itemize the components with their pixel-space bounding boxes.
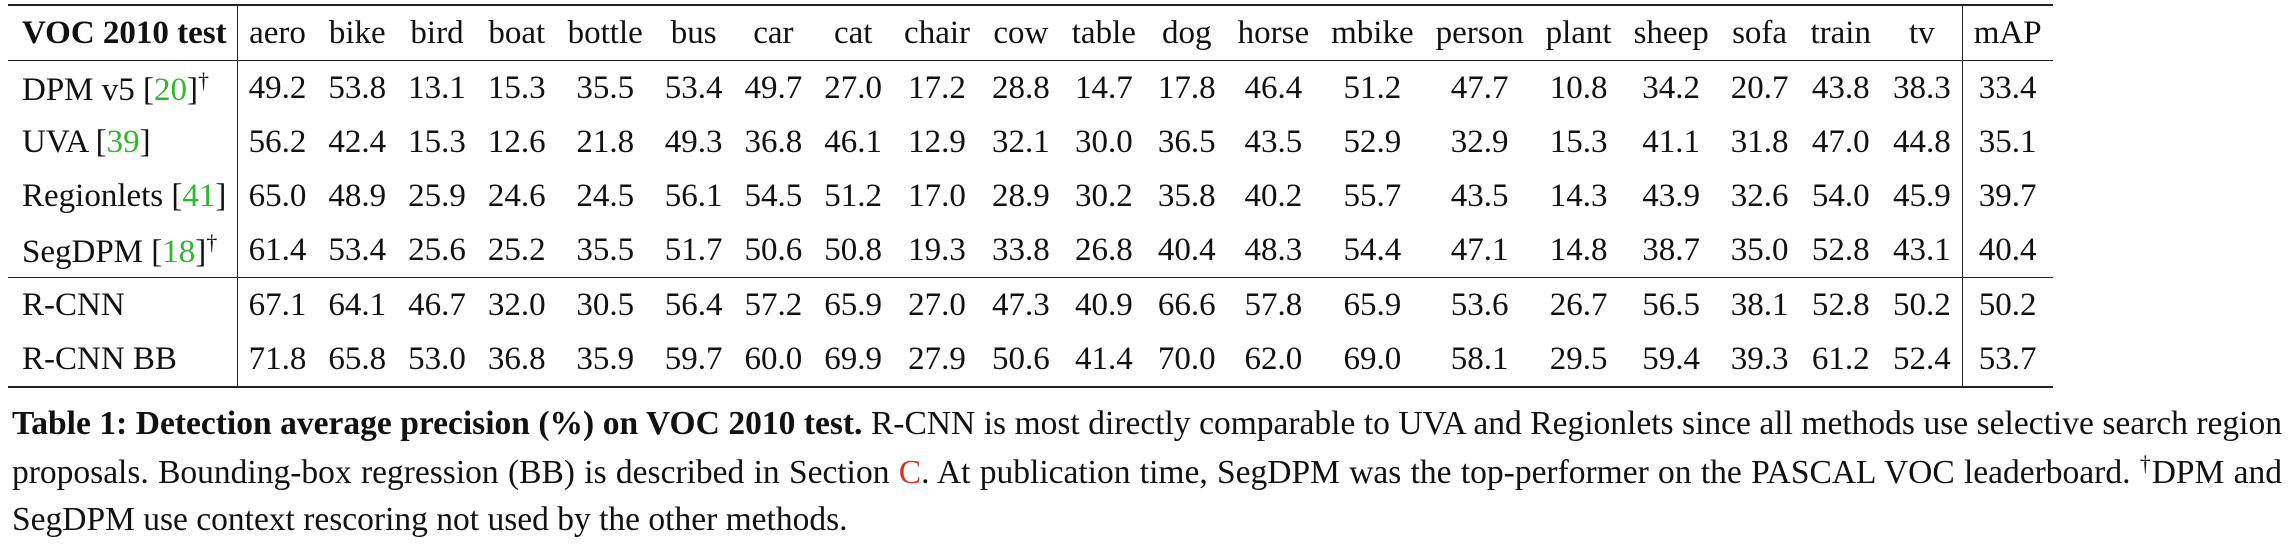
column-header-cat: cat [833, 14, 873, 51]
ap-cell-car: 36.8 [744, 123, 803, 160]
column-header-sheep: sheep [1633, 14, 1709, 51]
table-row [8, 332, 2053, 387]
column-header-aero: aero [249, 14, 306, 51]
citation-link[interactable]: 20 [154, 71, 188, 108]
ap-cell-sheep: 38.7 [1642, 231, 1701, 268]
ap-cell-sofa: 20.7 [1730, 69, 1789, 106]
column-header-tv: tv [1908, 14, 1935, 51]
ap-cell-cat: 65.9 [824, 286, 883, 323]
column-header-train: train [1810, 14, 1871, 51]
ap-cell-bottle: 21.8 [576, 123, 635, 160]
ap-cell-sheep: 34.2 [1642, 69, 1701, 106]
table-row [8, 223, 2053, 278]
caption-label: Table 1: Detection average precision (%) on VOC 2010 test. [12, 405, 863, 442]
ap-cell-mbike: 69.0 [1343, 340, 1402, 377]
ap-cell-cat: 50.8 [824, 231, 883, 268]
ap-cell-cow: 28.9 [992, 177, 1050, 214]
ap-cell-bird: 25.9 [408, 177, 466, 214]
ap-cell-bottle: 35.5 [576, 231, 635, 268]
ap-cell-bottle: 35.9 [576, 340, 635, 377]
method-name: SegDPM [22, 233, 144, 270]
ap-cell-dog: 36.5 [1157, 123, 1216, 160]
ap-cell-plant: 26.7 [1549, 286, 1608, 323]
ap-cell-train: 52.8 [1811, 286, 1870, 323]
results-table [8, 4, 2053, 388]
dagger-mark: † [198, 67, 210, 93]
ap-cell-boat: 15.3 [487, 69, 546, 106]
ap-cell-bottle: 35.5 [576, 69, 635, 106]
ap-cell-car: 57.2 [744, 286, 803, 323]
ap-cell-person: 43.5 [1450, 177, 1509, 214]
method-name: R-CNN [22, 286, 125, 323]
ap-cell-cow: 28.8 [992, 69, 1050, 106]
ap-cell-train: 54.0 [1811, 177, 1870, 214]
ap-cell-cat: 69.9 [824, 340, 883, 377]
ap-cell-boat: 24.6 [487, 177, 546, 214]
ap-cell-aero: 65.0 [248, 177, 307, 214]
section-link[interactable]: C [898, 453, 922, 491]
ap-cell-chair: 17.0 [908, 177, 966, 214]
ap-cell-boat: 25.2 [487, 231, 546, 268]
ap-cell-dog: 17.8 [1157, 69, 1216, 106]
ap-cell-chair: 12.9 [908, 123, 966, 160]
ap-cell-bus: 56.4 [664, 286, 723, 323]
ap-cell-horse: 43.5 [1244, 123, 1303, 160]
ap-cell-sofa: 38.1 [1730, 286, 1789, 323]
column-header-table: table [1071, 14, 1136, 51]
ap-cell-bird: 25.6 [408, 231, 466, 268]
method-name: R-CNN BB [22, 340, 177, 377]
ap-cell-dog: 70.0 [1157, 340, 1216, 377]
citation-link[interactable]: 39 [106, 123, 140, 160]
column-header-car: car [753, 14, 794, 51]
column-header-bottle: bottle [567, 14, 643, 51]
map-cell: 35.1 [1962, 115, 2052, 169]
method-cell: SegDPM [18]† [8, 223, 237, 278]
table-caption [12, 400, 2282, 544]
ap-cell-person: 47.1 [1450, 231, 1509, 268]
ap-cell-car: 50.6 [744, 231, 803, 268]
table-row [8, 278, 2053, 333]
column-header-map: mAP [1962, 5, 2052, 61]
ap-cell-aero: 56.2 [248, 123, 307, 160]
caption-text-1: R-CNN is most directly comparable to UVA and Regionlets since all methods use selective search region proposals. Bounding-box regression (BB) is described in Section [12, 405, 2282, 491]
ap-cell-mbike: 51.2 [1343, 69, 1402, 106]
ap-cell-bird: 53.0 [408, 340, 466, 377]
method-name: Regionlets [22, 177, 164, 214]
ap-cell-tv: 52.4 [1892, 340, 1951, 377]
citation-link[interactable]: 18 [162, 233, 196, 270]
ap-cell-sheep: 59.4 [1642, 340, 1701, 377]
method-cell: UVA [39] [8, 115, 237, 169]
ap-cell-tv: 38.3 [1892, 69, 1951, 106]
ap-cell-bus: 59.7 [664, 340, 723, 377]
ap-cell-sofa: 32.6 [1730, 177, 1789, 214]
ap-cell-table: 26.8 [1074, 231, 1133, 268]
column-header-chair: chair [904, 14, 970, 51]
column-header-bird: bird [410, 14, 464, 51]
ap-cell-bike: 64.1 [328, 286, 387, 323]
caption-dagger: † [2139, 450, 2152, 476]
ap-cell-bird: 13.1 [408, 69, 466, 106]
ap-cell-boat: 32.0 [487, 286, 546, 323]
ap-cell-bus: 49.3 [664, 123, 723, 160]
ap-cell-train: 43.8 [1811, 69, 1870, 106]
ap-cell-person: 58.1 [1450, 340, 1509, 377]
ap-cell-boat: 36.8 [487, 340, 546, 377]
ap-cell-person: 32.9 [1450, 123, 1509, 160]
method-name: DPM v5 [22, 71, 135, 108]
ap-cell-bus: 51.7 [664, 231, 723, 268]
ap-cell-chair: 19.3 [908, 231, 966, 268]
ap-cell-bike: 42.4 [328, 123, 387, 160]
ap-cell-mbike: 52.9 [1343, 123, 1402, 160]
ap-cell-bus: 53.4 [664, 69, 723, 106]
ap-cell-plant: 10.8 [1549, 69, 1608, 106]
ap-cell-bird: 15.3 [408, 123, 466, 160]
column-header-bus: bus [670, 14, 717, 51]
ap-cell-bike: 53.4 [328, 231, 387, 268]
ap-cell-horse: 48.3 [1244, 231, 1303, 268]
ap-cell-person: 53.6 [1450, 286, 1509, 323]
ap-cell-dog: 35.8 [1157, 177, 1216, 214]
ap-cell-bottle: 24.5 [576, 177, 635, 214]
dagger-mark: † [206, 229, 218, 255]
caption-text-2: . At publication time, SegDPM was the top-performer on the PASCAL VOC leaderboard. [921, 453, 2140, 491]
column-header-boat: boat [488, 14, 546, 51]
table-row [8, 169, 2053, 223]
ap-cell-mbike: 55.7 [1343, 177, 1402, 214]
ap-cell-tv: 50.2 [1892, 286, 1951, 323]
column-header-horse: horse [1237, 14, 1310, 51]
method-cell: Regionlets [41] [8, 169, 237, 223]
ap-cell-horse: 46.4 [1244, 69, 1303, 106]
map-cell: 33.4 [1962, 61, 2052, 116]
method-cell: DPM v5 [20]† [8, 61, 237, 116]
ap-cell-horse: 40.2 [1244, 177, 1303, 214]
ap-cell-bird: 46.7 [408, 286, 466, 323]
table-row [8, 61, 2053, 116]
ap-cell-bus: 56.1 [664, 177, 723, 214]
ap-cell-aero: 67.1 [248, 286, 307, 323]
ap-cell-chair: 27.9 [908, 340, 966, 377]
table-corner-label: VOC 2010 test [8, 5, 237, 61]
ap-cell-chair: 17.2 [908, 69, 966, 106]
ap-cell-horse: 57.8 [1244, 286, 1303, 323]
ap-cell-table: 41.4 [1074, 340, 1133, 377]
ap-cell-car: 54.5 [744, 177, 803, 214]
ap-cell-cow: 33.8 [992, 231, 1050, 268]
ap-cell-tv: 43.1 [1892, 231, 1951, 268]
ap-cell-table: 14.7 [1074, 69, 1133, 106]
ap-cell-bike: 48.9 [328, 177, 387, 214]
ap-cell-cow: 47.3 [992, 286, 1050, 323]
caption-text-3: DPM and SegDPM use context rescoring not used by the other methods. [12, 453, 2282, 539]
ap-cell-dog: 40.4 [1157, 231, 1216, 268]
ap-cell-plant: 14.3 [1549, 177, 1608, 214]
table-row [8, 115, 2053, 169]
ap-cell-plant: 15.3 [1549, 123, 1608, 160]
ap-cell-sheep: 43.9 [1642, 177, 1701, 214]
ap-cell-chair: 27.0 [908, 286, 966, 323]
ap-cell-tv: 45.9 [1892, 177, 1951, 214]
ap-cell-person: 47.7 [1450, 69, 1509, 106]
ap-cell-train: 47.0 [1811, 123, 1870, 160]
ap-cell-table: 30.0 [1074, 123, 1133, 160]
ap-cell-cat: 46.1 [824, 123, 883, 160]
header-row [8, 5, 2053, 61]
ap-cell-cat: 27.0 [824, 69, 883, 106]
ap-cell-mbike: 65.9 [1343, 286, 1402, 323]
ap-cell-mbike: 54.4 [1343, 231, 1402, 268]
ap-cell-plant: 29.5 [1549, 340, 1608, 377]
ap-cell-sheep: 41.1 [1642, 123, 1701, 160]
column-header-cow: cow [993, 14, 1049, 51]
ap-cell-cat: 51.2 [824, 177, 883, 214]
ap-cell-bike: 65.8 [328, 340, 387, 377]
ap-cell-table: 40.9 [1074, 286, 1133, 323]
ap-cell-aero: 61.4 [248, 231, 307, 268]
method-cell [8, 332, 237, 387]
ap-cell-sofa: 39.3 [1730, 340, 1789, 377]
ap-cell-sofa: 31.8 [1730, 123, 1789, 160]
ap-cell-car: 49.7 [744, 69, 803, 106]
ap-cell-tv: 44.8 [1892, 123, 1951, 160]
ap-cell-boat: 12.6 [487, 123, 546, 160]
ap-cell-car: 60.0 [744, 340, 803, 377]
map-cell: 53.7 [1962, 332, 2052, 387]
ap-cell-train: 52.8 [1811, 231, 1870, 268]
column-header-dog: dog [1162, 14, 1212, 51]
method-cell [8, 278, 237, 333]
ap-cell-table: 30.2 [1074, 177, 1133, 214]
paper-figure [8, 0, 2290, 544]
ap-cell-sheep: 56.5 [1642, 286, 1701, 323]
ap-cell-aero: 49.2 [248, 69, 307, 106]
table-body [8, 61, 2053, 388]
map-cell: 50.2 [1962, 278, 2052, 333]
ap-cell-bottle: 30.5 [576, 286, 635, 323]
map-cell: 39.7 [1962, 169, 2052, 223]
ap-cell-horse: 62.0 [1244, 340, 1303, 377]
ap-cell-plant: 14.8 [1549, 231, 1608, 268]
ap-cell-bike: 53.8 [328, 69, 387, 106]
column-header-bike: bike [328, 14, 386, 51]
ap-cell-train: 61.2 [1811, 340, 1870, 377]
column-header-plant: plant [1545, 14, 1612, 51]
column-header-sofa: sofa [1732, 14, 1788, 51]
ap-cell-aero: 71.8 [248, 340, 307, 377]
ap-cell-dog: 66.6 [1157, 286, 1216, 323]
ap-cell-cow: 50.6 [992, 340, 1050, 377]
ap-cell-sofa: 35.0 [1730, 231, 1789, 268]
map-cell: 40.4 [1962, 223, 2052, 278]
method-name: UVA [22, 123, 88, 160]
column-header-person: person [1435, 14, 1524, 51]
ap-cell-cow: 32.1 [992, 123, 1050, 160]
citation-link[interactable]: 41 [182, 177, 216, 214]
column-header-mbike: mbike [1331, 14, 1414, 51]
